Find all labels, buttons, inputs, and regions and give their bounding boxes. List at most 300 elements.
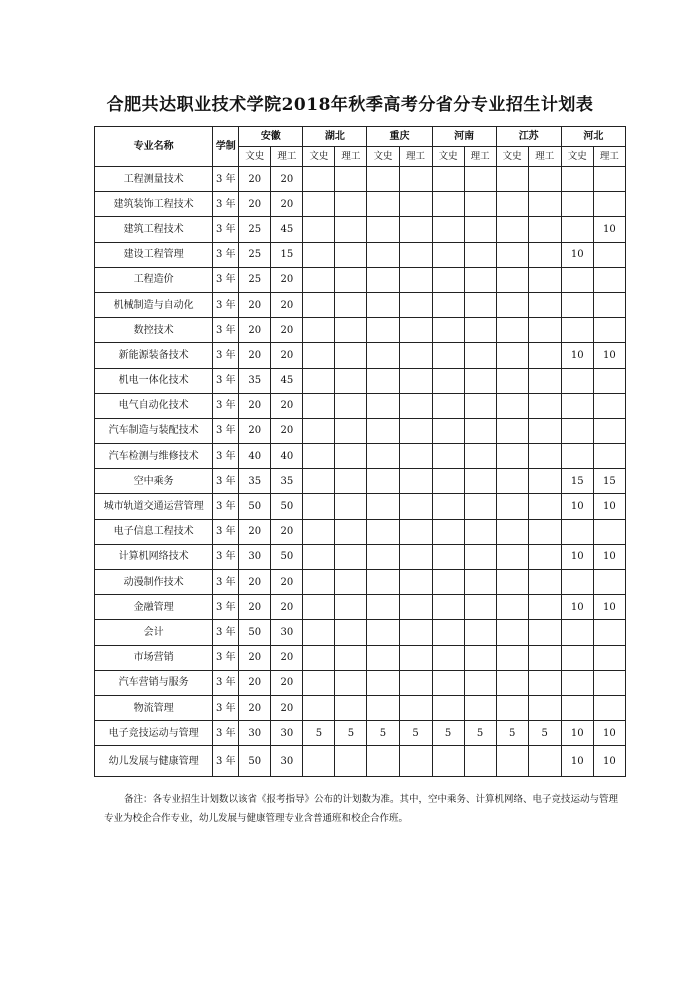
quota-cell: 20 <box>271 519 303 544</box>
duration-cell: 3 年 <box>213 494 239 519</box>
quota-cell <box>561 670 593 695</box>
quota-cell <box>335 418 367 443</box>
quota-cell <box>335 570 367 595</box>
quota-cell <box>303 620 335 645</box>
major-name-cell: 空中乘务 <box>95 469 213 494</box>
duration-header: 学制 <box>213 127 239 167</box>
quota-cell <box>561 645 593 670</box>
table-row <box>95 368 626 393</box>
quota-cell <box>593 670 625 695</box>
major-name-cell: 汽车制造与装配技术 <box>95 418 213 443</box>
duration-cell: 3 年 <box>213 368 239 393</box>
quota-cell <box>432 519 464 544</box>
quota-cell <box>432 670 464 695</box>
duration-cell: 3 年 <box>213 620 239 645</box>
subject-header: 理工 <box>464 147 496 167</box>
table-header <box>95 127 626 167</box>
quota-cell <box>528 469 561 494</box>
quota-cell <box>561 192 593 217</box>
duration-cell: 3 年 <box>213 217 239 242</box>
table-row <box>95 192 626 217</box>
quota-cell: 20 <box>271 570 303 595</box>
subject-header: 理工 <box>593 147 625 167</box>
quota-cell <box>496 418 528 443</box>
quota-cell: 10 <box>593 746 625 777</box>
quota-cell <box>367 444 399 469</box>
quota-cell: 30 <box>271 721 303 746</box>
quota-cell <box>335 544 367 569</box>
quota-cell <box>561 292 593 317</box>
quota-cell: 20 <box>271 393 303 418</box>
major-name-cell: 市场营销 <box>95 645 213 670</box>
major-name-cell: 金融管理 <box>95 595 213 620</box>
quota-cell <box>464 292 496 317</box>
page-title: 合肥共达职业技术学院2018年秋季高考分省分专业招生计划表 <box>106 95 594 115</box>
quota-cell <box>528 343 561 368</box>
quota-cell <box>399 469 432 494</box>
quota-cell: 20 <box>239 192 271 217</box>
quota-cell: 30 <box>239 544 271 569</box>
quota-cell <box>528 519 561 544</box>
quota-cell <box>561 418 593 443</box>
quota-cell: 20 <box>239 418 271 443</box>
subject-header: 文史 <box>561 147 593 167</box>
quota-cell <box>303 292 335 317</box>
quota-cell <box>335 167 367 192</box>
quota-cell <box>367 167 399 192</box>
major-name-cell: 建筑装饰工程技术 <box>95 192 213 217</box>
quota-cell <box>528 695 561 720</box>
quota-cell <box>432 217 464 242</box>
duration-cell: 3 年 <box>213 595 239 620</box>
table-row <box>95 519 626 544</box>
quota-cell <box>335 469 367 494</box>
major-name-cell: 物流管理 <box>95 695 213 720</box>
quota-cell <box>528 444 561 469</box>
quota-cell <box>561 695 593 720</box>
quota-cell <box>432 444 464 469</box>
quota-cell: 10 <box>561 746 593 777</box>
quota-cell <box>561 570 593 595</box>
quota-cell <box>496 595 528 620</box>
table-row <box>95 292 626 317</box>
duration-cell: 3 年 <box>213 746 239 777</box>
quota-cell: 30 <box>271 746 303 777</box>
quota-cell <box>464 620 496 645</box>
quota-cell <box>399 292 432 317</box>
quota-cell <box>464 167 496 192</box>
quota-cell <box>367 267 399 292</box>
quota-cell <box>561 267 593 292</box>
major-name-cell: 城市轨道交通运营管理 <box>95 494 213 519</box>
quota-cell <box>432 267 464 292</box>
quota-cell <box>528 318 561 343</box>
quota-cell <box>528 217 561 242</box>
quota-cell: 30 <box>271 620 303 645</box>
quota-cell: 10 <box>561 242 593 267</box>
quota-cell <box>496 242 528 267</box>
duration-cell: 3 年 <box>213 393 239 418</box>
quota-cell <box>464 494 496 519</box>
quota-cell <box>593 444 625 469</box>
quota-cell: 20 <box>239 343 271 368</box>
quota-cell <box>367 620 399 645</box>
quota-cell <box>561 217 593 242</box>
quota-cell <box>432 544 464 569</box>
duration-cell: 3 年 <box>213 469 239 494</box>
duration-cell: 3 年 <box>213 519 239 544</box>
quota-cell <box>303 192 335 217</box>
quota-cell <box>335 393 367 418</box>
quota-cell <box>335 192 367 217</box>
table-row <box>95 645 626 670</box>
table-row <box>95 242 626 267</box>
quota-cell <box>303 418 335 443</box>
major-name-cell: 计算机网络技术 <box>95 544 213 569</box>
quota-cell <box>399 418 432 443</box>
quota-cell <box>496 670 528 695</box>
quota-cell: 20 <box>239 519 271 544</box>
quota-cell <box>432 620 464 645</box>
quota-cell <box>399 242 432 267</box>
quota-cell <box>303 242 335 267</box>
quota-cell <box>303 267 335 292</box>
quota-cell: 20 <box>239 167 271 192</box>
quota-cell <box>432 695 464 720</box>
major-name-cell: 电气自动化技术 <box>95 393 213 418</box>
duration-cell: 3 年 <box>213 544 239 569</box>
enrollment-plan-table <box>94 126 626 777</box>
major-name-cell: 汽车检测与维修技术 <box>95 444 213 469</box>
table-row <box>95 167 626 192</box>
major-name-cell: 汽车营销与服务 <box>95 670 213 695</box>
quota-cell <box>496 167 528 192</box>
subject-header: 文史 <box>239 147 271 167</box>
quota-cell <box>303 343 335 368</box>
quota-cell <box>303 670 335 695</box>
table-row <box>95 595 626 620</box>
quota-cell <box>496 368 528 393</box>
quota-cell: 50 <box>239 746 271 777</box>
quota-cell <box>464 444 496 469</box>
quota-cell <box>464 519 496 544</box>
quota-cell <box>335 670 367 695</box>
quota-cell <box>335 746 367 777</box>
quota-cell <box>303 469 335 494</box>
quota-cell <box>367 242 399 267</box>
quota-cell: 20 <box>271 267 303 292</box>
quota-cell: 10 <box>593 343 625 368</box>
quota-cell: 20 <box>239 645 271 670</box>
quota-cell: 40 <box>239 444 271 469</box>
table-row <box>95 721 626 746</box>
quota-cell: 50 <box>239 620 271 645</box>
quota-cell <box>303 645 335 670</box>
quota-cell <box>496 544 528 569</box>
quota-cell: 20 <box>239 670 271 695</box>
quota-cell <box>335 292 367 317</box>
duration-cell: 3 年 <box>213 192 239 217</box>
quota-cell <box>561 393 593 418</box>
quota-cell <box>335 267 367 292</box>
quota-cell <box>335 620 367 645</box>
quota-cell <box>399 267 432 292</box>
quota-cell <box>303 494 335 519</box>
quota-cell <box>464 242 496 267</box>
table-row <box>95 217 626 242</box>
quota-cell <box>464 544 496 569</box>
quota-cell <box>335 242 367 267</box>
quota-cell <box>303 444 335 469</box>
quota-cell <box>464 267 496 292</box>
quota-cell <box>367 645 399 670</box>
quota-cell: 15 <box>561 469 593 494</box>
duration-cell: 3 年 <box>213 267 239 292</box>
quota-cell <box>367 544 399 569</box>
duration-cell: 3 年 <box>213 167 239 192</box>
quota-cell <box>593 192 625 217</box>
quota-cell <box>528 167 561 192</box>
table-row <box>95 570 626 595</box>
quota-cell <box>464 368 496 393</box>
quota-cell <box>367 469 399 494</box>
quota-cell: 20 <box>239 595 271 620</box>
subject-header: 理工 <box>335 147 367 167</box>
quota-cell <box>399 670 432 695</box>
quota-cell <box>367 393 399 418</box>
quota-cell <box>399 620 432 645</box>
quota-cell <box>561 620 593 645</box>
table-row <box>95 267 626 292</box>
quota-cell <box>335 645 367 670</box>
quota-cell: 20 <box>271 670 303 695</box>
quota-cell: 20 <box>239 393 271 418</box>
quota-cell <box>399 444 432 469</box>
quota-cell: 5 <box>528 721 561 746</box>
quota-cell <box>399 746 432 777</box>
quota-cell: 20 <box>271 645 303 670</box>
quota-cell <box>367 570 399 595</box>
duration-cell: 3 年 <box>213 242 239 267</box>
quota-cell <box>464 393 496 418</box>
table-row <box>95 418 626 443</box>
quota-cell <box>432 595 464 620</box>
quota-cell: 20 <box>239 292 271 317</box>
quota-cell: 5 <box>432 721 464 746</box>
quota-cell <box>367 217 399 242</box>
quota-cell <box>464 469 496 494</box>
quota-cell <box>303 217 335 242</box>
quota-cell <box>496 695 528 720</box>
quota-cell: 5 <box>367 721 399 746</box>
quota-cell: 25 <box>239 242 271 267</box>
quota-cell <box>367 192 399 217</box>
quota-cell <box>432 494 464 519</box>
major-name-cell: 数控技术 <box>95 318 213 343</box>
table-row <box>95 746 626 777</box>
quota-cell <box>399 544 432 569</box>
province-header: 重庆 <box>367 127 432 147</box>
quota-cell <box>593 167 625 192</box>
quota-cell: 45 <box>271 368 303 393</box>
quota-cell: 20 <box>239 695 271 720</box>
quota-cell <box>335 444 367 469</box>
quota-cell <box>464 343 496 368</box>
quota-cell <box>432 645 464 670</box>
table-row <box>95 620 626 645</box>
quota-cell <box>464 746 496 777</box>
quota-cell <box>303 318 335 343</box>
quota-cell <box>496 469 528 494</box>
quota-cell: 40 <box>271 444 303 469</box>
quota-cell <box>496 620 528 645</box>
quota-cell <box>367 292 399 317</box>
quota-cell <box>528 595 561 620</box>
quota-cell <box>593 519 625 544</box>
quota-cell <box>593 242 625 267</box>
footnote: 备注：各专业招生计划数以该省《报考指导》公布的计划数为准。其中，空中乘务、计算机网络、电子竞技运动与管理专业为校企合作专业，幼儿发展与健康管理专业含普通班和校企合作班。 <box>104 794 619 824</box>
quota-cell <box>464 418 496 443</box>
province-header: 安徽 <box>239 127 303 147</box>
quota-cell: 15 <box>593 469 625 494</box>
quota-cell <box>528 746 561 777</box>
quota-cell <box>399 645 432 670</box>
quota-cell <box>496 292 528 317</box>
quota-cell <box>561 444 593 469</box>
major-name-cell: 建设工程管理 <box>95 242 213 267</box>
quota-cell: 20 <box>271 292 303 317</box>
quota-cell <box>335 595 367 620</box>
quota-cell <box>528 670 561 695</box>
table-row <box>95 469 626 494</box>
quota-cell <box>496 444 528 469</box>
quota-cell <box>528 645 561 670</box>
quota-cell <box>432 192 464 217</box>
quota-cell <box>464 645 496 670</box>
quota-cell <box>593 418 625 443</box>
quota-cell <box>367 494 399 519</box>
duration-cell: 3 年 <box>213 444 239 469</box>
duration-cell: 3 年 <box>213 670 239 695</box>
province-header: 湖北 <box>303 127 367 147</box>
quota-cell <box>593 695 625 720</box>
province-header: 江苏 <box>496 127 561 147</box>
quota-cell: 10 <box>561 343 593 368</box>
quota-cell <box>561 318 593 343</box>
quota-cell <box>528 620 561 645</box>
quota-cell <box>303 519 335 544</box>
quota-cell <box>561 368 593 393</box>
quota-cell: 10 <box>561 595 593 620</box>
quota-cell: 20 <box>271 343 303 368</box>
quota-cell <box>367 343 399 368</box>
quota-cell <box>432 393 464 418</box>
quota-cell <box>593 267 625 292</box>
major-name-cell: 幼儿发展与健康管理 <box>95 746 213 777</box>
quota-cell: 5 <box>335 721 367 746</box>
quota-cell <box>303 746 335 777</box>
subject-header: 文史 <box>367 147 399 167</box>
quota-cell <box>335 318 367 343</box>
quota-cell <box>496 393 528 418</box>
major-name-cell: 动漫制作技术 <box>95 570 213 595</box>
quota-cell <box>303 544 335 569</box>
quota-cell <box>464 695 496 720</box>
quota-cell <box>496 494 528 519</box>
quota-cell <box>399 393 432 418</box>
quota-cell: 20 <box>271 167 303 192</box>
quota-cell <box>496 645 528 670</box>
quota-cell: 20 <box>271 595 303 620</box>
quota-cell <box>399 519 432 544</box>
quota-cell <box>335 368 367 393</box>
table-row <box>95 670 626 695</box>
quota-cell <box>496 519 528 544</box>
quota-cell <box>464 318 496 343</box>
quota-cell <box>496 267 528 292</box>
subject-header: 理工 <box>399 147 432 167</box>
quota-cell <box>432 292 464 317</box>
table-row <box>95 494 626 519</box>
quota-cell <box>496 217 528 242</box>
quota-cell <box>528 418 561 443</box>
table-row <box>95 343 626 368</box>
quota-cell <box>528 570 561 595</box>
table-row <box>95 695 626 720</box>
quota-cell <box>528 393 561 418</box>
quota-cell: 15 <box>271 242 303 267</box>
quota-cell <box>561 167 593 192</box>
quota-cell <box>496 746 528 777</box>
quota-cell <box>528 192 561 217</box>
quota-cell: 5 <box>496 721 528 746</box>
quota-cell: 10 <box>561 544 593 569</box>
quota-cell <box>528 242 561 267</box>
quota-cell <box>335 695 367 720</box>
quota-cell: 10 <box>593 595 625 620</box>
major-name-cell: 工程测量技术 <box>95 167 213 192</box>
quota-cell: 5 <box>399 721 432 746</box>
quota-cell <box>303 393 335 418</box>
quota-cell <box>528 544 561 569</box>
table-row <box>95 544 626 569</box>
quota-cell <box>464 192 496 217</box>
quota-cell: 45 <box>271 217 303 242</box>
quota-cell <box>593 368 625 393</box>
quota-cell <box>399 368 432 393</box>
major-name-cell: 机械制造与自动化 <box>95 292 213 317</box>
quota-cell <box>561 519 593 544</box>
quota-cell <box>464 670 496 695</box>
quota-cell <box>432 469 464 494</box>
quota-cell <box>464 217 496 242</box>
subject-header: 文史 <box>496 147 528 167</box>
subject-header: 文史 <box>432 147 464 167</box>
quota-cell <box>399 167 432 192</box>
quota-cell: 10 <box>593 721 625 746</box>
major-name-cell: 电子信息工程技术 <box>95 519 213 544</box>
quota-cell <box>496 318 528 343</box>
duration-cell: 3 年 <box>213 645 239 670</box>
quota-cell: 35 <box>239 469 271 494</box>
quota-cell <box>399 570 432 595</box>
quota-cell <box>528 292 561 317</box>
quota-cell <box>399 595 432 620</box>
major-name-cell: 机电一体化技术 <box>95 368 213 393</box>
duration-cell: 3 年 <box>213 721 239 746</box>
major-name-cell: 新能源装备技术 <box>95 343 213 368</box>
table-body <box>95 167 626 777</box>
